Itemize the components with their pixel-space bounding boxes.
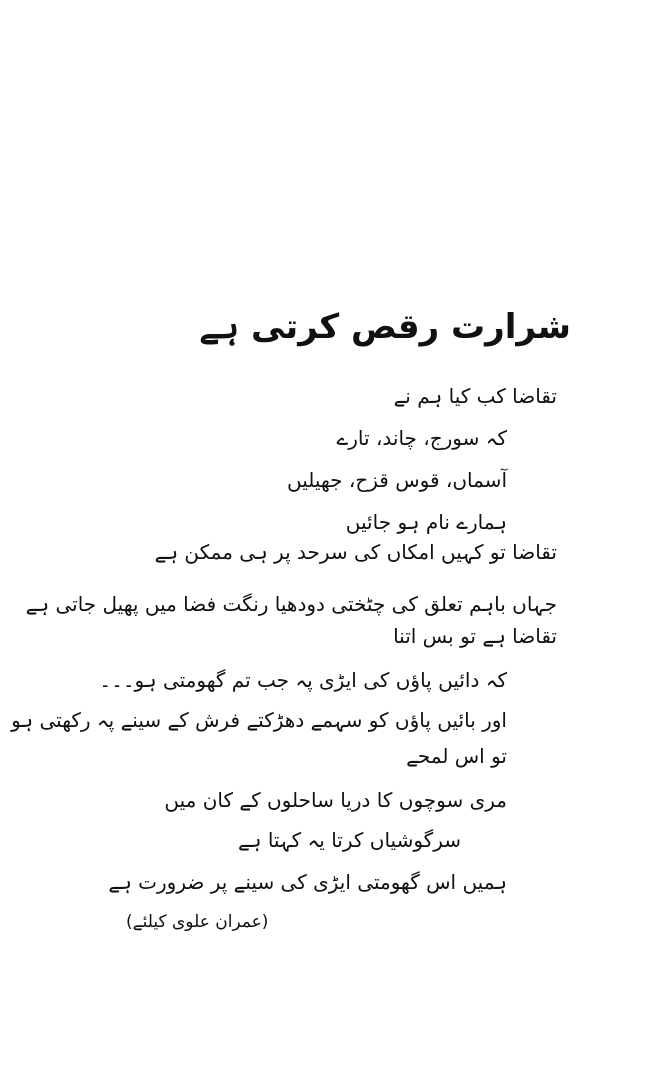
poem-line: ہمارے نام ہو جائیں xyxy=(345,510,507,534)
poem-line: مری سوچوں کا دریا ساحلوں کے کان میں xyxy=(164,788,507,812)
poem-line: ہمیں اس گھومتی ایڑی کی سینے پر ضرورت ہے xyxy=(108,870,507,894)
poem-line: اور بائیں پاؤں کو سہمے دھڑکتے فرش کے سینے پہ رکھتی ہو xyxy=(11,708,507,732)
poem-line: جہاں باہم تعلق کی چٹختی دودھیا رنگت فضا میں پھیل جاتی ہے xyxy=(25,592,557,616)
poem-line: آسماں، قوس قزح، جھیلیں xyxy=(287,468,507,492)
poem-line: تو اس لمحے xyxy=(406,744,507,768)
poem-line: تقاضا تو کہیں امکاں کی سرحد پر ہی ممکن ہے xyxy=(154,540,557,564)
poem-title: شرارت رقص کرتی ہے xyxy=(199,307,571,347)
poem-line: سرگوشیاں کرتا یہ کہتا ہے xyxy=(238,828,461,852)
poem-dedication: (عمران علوی کیلئے) xyxy=(126,912,269,932)
poem-line: تقاضا کب کیا ہم نے xyxy=(393,384,557,408)
poem-line: کہ سورج، چاند، تارے xyxy=(336,426,507,450)
poem-line: کہ دائیں پاؤں کی ایڑی پہ جب تم گھومتی ہو۔۔۔ xyxy=(99,668,507,692)
poem-line: تقاضا ہے تو بس اتنا xyxy=(393,624,557,648)
